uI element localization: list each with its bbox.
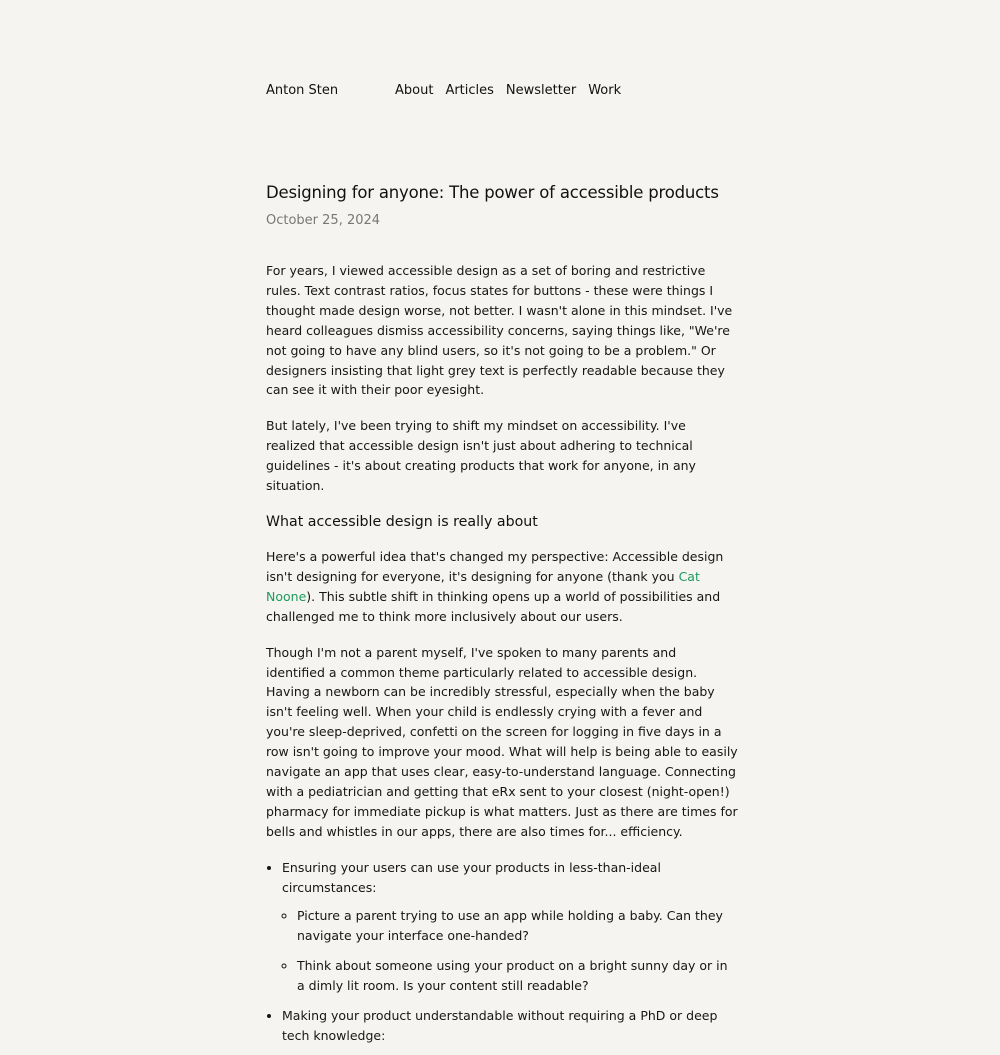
nav-item-articles[interactable]: Articles [445,83,494,98]
paragraph: For years, I viewed accessible design as a set of boring and restrictive rules. Text contrast ratios, focus states for buttons - these were things I thought made design worse, not better. I wasn't alone in this mindset. I've heard colleagues dismiss accessibility concerns, saying things like, "We're not going to have any blind users, so it's not going to be a problem." Or designers insisting that light grey text is perfectly readable because they can see it with their poor eyesight. [266,263,733,398]
list-item-text: Making your product understandable without requiring a PhD or deep tech knowledge: [282,1008,718,1043]
sub-list-item: ◦ Picture a parent trying to use an app while holding a baby. Can they navigate your interface one-handed? [297,906,738,946]
paragraph: Though I'm not a parent myself, I've spoken to many parents and identified a common theme particularly related to accessible design. Having a newborn can be incredibly stressful, especially when the baby isn't feeling well. When your child is endlessly crying with a fever and you're sleep-deprived, confetti on the screen for logging in five days in a row isn't going to improve your mood. What will help is being able to easily navigate an app that uses clear, easy-to-understand language. Connecting with a pediatrician and getting that eRx sent to your closest (night-open!) pharmacy for immediate pickup is what matters. Just as there are times for bells and whistles in our apps, there are also times for... efficiency. [266,644,738,839]
article-body [266,261,738,1046]
nav-item-about[interactable]: About [395,83,434,98]
list-item-text: Ensuring your users can use your products in less-than-ideal circumstances: [282,859,661,895]
bullet-list [266,858,738,1046]
article-title: Designing for anyone: The power of accessible products [266,183,719,202]
site-name-link[interactable]: Anton Sten [266,83,339,98]
sub-list-item: ◦ Think about someone using your product on a bright sunny day or in a dimly lit room. Is your content still readable? [297,956,738,996]
paragraph-text: Here's a powerful idea that's changed my perspective: Accessible design isn't designing for everyone, it's designing for anyone (thank you [266,548,724,584]
sub-list [282,906,738,996]
paragraph: But lately, I've been trying to shift my mindset on accessibility. I've realized that accessible design isn't just about adhering to technical guidelines - it's about creating products that work for anyone, in any situation. [266,418,696,494]
nav-item-newsletter[interactable]: Newsletter [505,83,577,98]
main-nav [395,81,633,101]
paragraph-text: ). This subtle shift in thinking opens up a world of possibilities and challenged me to think more inclusively about our users. [266,588,721,624]
article [266,181,738,1055]
article-date: October 25, 2024 [266,213,381,228]
section-heading: What accessible design is really about [266,513,538,530]
paragraph [266,547,738,627]
cat-noone-link[interactable]: Cat Noone [266,568,700,604]
nav-item-work[interactable]: Work [588,83,622,98]
list-item [282,858,738,996]
list-item [282,1006,738,1046]
